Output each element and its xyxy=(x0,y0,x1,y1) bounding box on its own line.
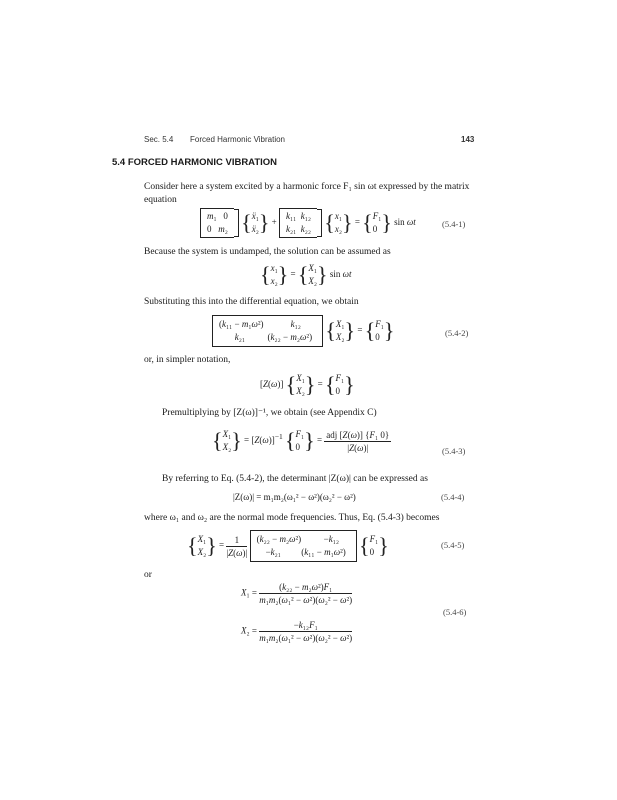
equation-5-4-1: m₁ 0 0 m₂ { ẍ₁ ẍ₂ } + k₁₁ k₁₂ k₂₁ k₂₂ { x₁ x₂ } = { F₁ 0 } sin ωt xyxy=(200,208,416,238)
equation-number-5-4-3: (5.4-3) xyxy=(442,446,466,456)
equation-number-5-4-2: (5.4-2) xyxy=(445,328,469,338)
running-title: Forced Harmonic Vibration xyxy=(190,135,286,144)
paragraph-simpler-notation: or, in simpler notation, xyxy=(144,355,231,365)
paragraph-substituting: Substituting this into the differential equation, we obtain xyxy=(144,297,359,307)
paragraph-premultiplying: Premultiplying by [Z(ω)]⁻¹, we obtain (see Appendix C) xyxy=(162,408,377,418)
paragraph-undamped: Because the system is undamped, the solution can be assumed as xyxy=(144,247,391,257)
section-title: 5.4 FORCED HARMONIC VIBRATION xyxy=(112,157,278,168)
section-reference: Sec. 5.4 xyxy=(144,135,174,144)
equation-assumed-solution: { x₁ x₂ } = { X₁ X₂ } sin ωt xyxy=(260,262,352,287)
equation-5-4-3: { X₁ X₂ } = $[Z(\omega)]^{-1}$ { F₁ 0 } = $\frac{\text{adj [Z(ω)] \{F₁ 0\}}}{|Z(\omega)|}$ xyxy=(212,428,390,453)
equation-number-5-4-6: (5.4-6) xyxy=(443,607,467,617)
paragraph-intro: Consider here a system excited by a harmonic force F₁ sin ωt expressed by the matrix equation xyxy=(144,182,470,205)
equation-number-5-4-4: (5.4-4) xyxy=(441,492,465,502)
equation-5-4-6-x2: X₂ = $\frac{\text{−k₁₂F₁}}{\text{m₁m₂(ω₁² − ω²)(ω₂² − ω²)}}$ xyxy=(241,620,353,643)
equation-5-4-4: |Z(ω)| = m₁m₂(ω₁² − ω²)(ω₂² − ω²) xyxy=(233,492,356,502)
paragraph-normal-modes: where ω₁ and ω₂ are the normal mode frequencies. Thus, Eq. (5.4-3) becomes xyxy=(144,513,440,523)
equation-5-4-2: (k₁₁ − m₁ω²) k₁₂ k₂₁ (k₂₂ − m₂ω²) { X₁ X₂ } = { F₁ 0 } xyxy=(212,315,394,347)
paragraph-or: or xyxy=(144,570,152,580)
equation-number-5-4-1: (5.4-1) xyxy=(442,219,466,229)
equation-number-5-4-5: (5.4-5) xyxy=(441,540,465,550)
equation-5-4-6-x1: X₁ = $\frac{\text{(k₂₂ − m₂ω²)F₁}}{\text{m₁m₂(ω₁² − ω²)(ω₂² − ω²)}}$ xyxy=(241,582,353,605)
paragraph-determinant: By referring to Eq. (5.4-2), the determinant |Z(ω)| can be expressed as xyxy=(162,474,428,484)
page-number: 143 xyxy=(461,135,475,144)
equation-5-4-5: { X₁ X₂ } = $\frac{1}{|Z(\omega)|}$ (k₂₂ − m₂ω²) −k₁₂ −k₂₁ (k₁₁ − m₁ω²) { F₁ 0 } xyxy=(187,530,389,562)
equation-z-notation: [Z(ω)] { X₁ X₂ } = { F₁ 0 } xyxy=(260,372,355,397)
